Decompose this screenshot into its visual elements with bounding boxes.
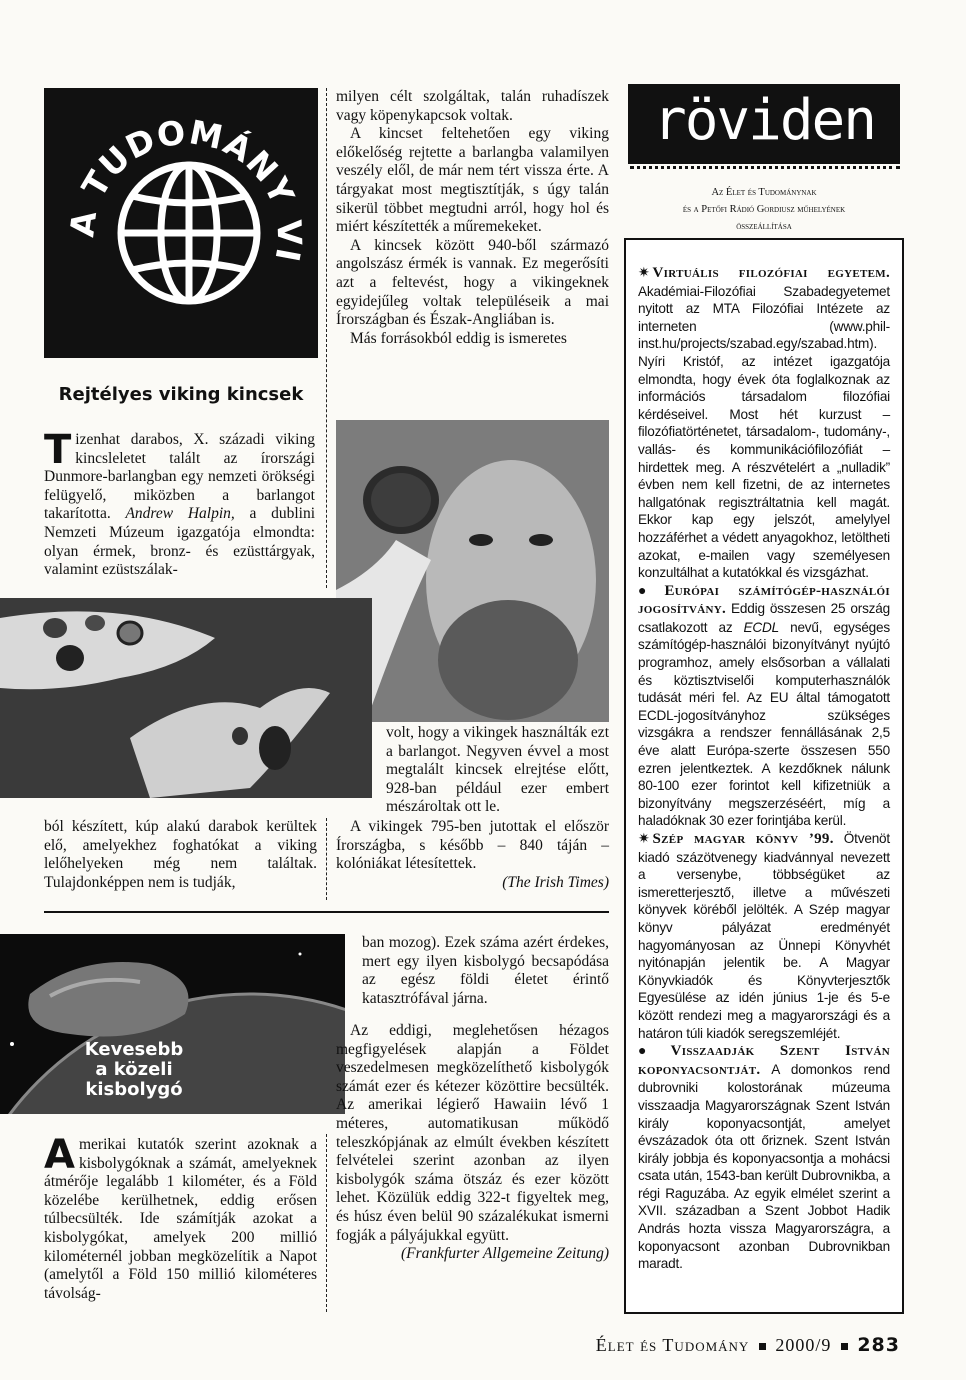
paragraph: A vikingek 795-ben jutottak el először Írországba, s később – 840 táján – kolóniákat létesítettek. [336,818,609,873]
news-head: Szép magyar könyv ’99. [652,831,834,847]
paragraph: milyen célt szolgáltak, talán ruhadíszek vagy köpenykapcsok voltak. [336,88,609,124]
footer-separator [841,1343,848,1350]
person-name: Andrew Halpin, [125,505,235,523]
article2-col-b [362,934,609,1008]
article1-col-b-cont [386,724,609,817]
source-credit: (Frankfurter Allgemeine Zeitung) [400,1245,609,1263]
subtitle-line: összeállítása [736,221,792,232]
news-head: Visszaadják Szent István koponyacsontját. [638,1043,890,1078]
bullet-icon: ● [638,581,662,598]
article1-col-b [336,88,609,348]
subtitle-line: Az Élet és Tudománynak [711,187,817,198]
paragraph: A kincset feltehetően egy viking előkelőség rejtette a barlangba valamilyen veszély elől, de már nem tért vissza érte. A tárgyakat most megtisztítják, s úgy talán sikerül többet megtudni arról, hogy hol és miért készítették a műremekeket. [336,125,609,236]
paragraph: ból készített, kúp alakú darabok kerültek elő, amelyekhez foghatókat a viking lelőhelyeken még nem találtak. Tulajdonképpen nem is tudják, [44,818,317,891]
news-body: Akadémiai-Filozófiai Szabadegyetemet nyitott az MTA Filozófiai Intézete az interneten (www.phil-inst.hu/projects/szabad.egy/szabad.htm). Nyíri Kristóf, az intézet igazgatója elmondta, hogy évek óta foglalkoznak az információs társadalom filozófiai kérdéseivel. Most hét kurzust – filozófiatörténetet, társadalom-, tudomány-, vallás- és kommunikációfilozófiát – hirdettek meg. A részvételért a „nulladik” évben nem kell fizetni, de az internetes hallgatónak regisztráltatnia kell magát. Ekkor kap egy jelszót, amelylyel hozzáférhet a védett anyagokhoz, letöltheti azokat, e-mailen vagy személyesen konzultálhat a kutatókkal és vizsgázhat. [638,283,890,581]
article2-col-b2 [336,1022,609,1264]
subtitle-line: és a Petőfi Rádió Gordiusz műhelyének [682,204,846,215]
photo-man-holding-coin [336,420,609,722]
column-rule [326,1134,327,1312]
asterisk-icon: ✷ [638,830,650,846]
logo-arc-text: A TUDOMÁNY VI [62,112,310,266]
roviden-header [628,84,900,164]
title-line: kisbolygó [85,1079,183,1100]
news-item [638,1042,890,1273]
news-body: A domonkos rend dubrovniki kolostorának múzeuma visszaadja Magyarországnak Szent István király koponyacsontját, amelyet évszázadok óta ott őriznek. Szent István király jobbja és koponyacsontja a mohácsi csata után, 1543-ban került Dubrovnikba, a régi Raguzába. Az egyik elmélet szerint a XVII. században a Szent Jobbot Hadik András hozta vissza Magyarországra, a koponyacsont azonban Dubrovnikban maradt. [638,1061,891,1272]
column-rule [326,818,327,900]
sidebar-title: röviden [652,88,875,153]
article-title: Rejtélyes viking kincsek [58,384,304,405]
paragraph: Más forrásokból eddig is ismeretes [350,329,567,347]
title-line: a közeli [95,1059,173,1080]
page-number: 283 [857,1334,900,1356]
globe-icon [44,88,318,358]
drop-cap: T [44,427,72,473]
photo-hands-with-artifacts [0,598,372,798]
journal-name: Élet és Tudomány [595,1335,750,1355]
article1-col-a [44,427,316,580]
news-body: Eddig összesen 25 ország csatlakozott az [638,601,890,635]
paragraph: Az eddigi, meglehetősen hézagos megfigyelések alapján a Földet veszedelmesen megközelíthető kisbolygók számát ezer és kétezer közöttire becsülték. Az amerikai légierő Hawaiin lévő 1 méteres, automatikusan működő teleszkópjának az elmúlt években készített felvételei szerint azonban az ilyen kisbolygók száma ötszáz és ezer között lehet. Közülük eddig 322-t figyeltek meg, és húsz éven belül 90 százalékukat ismerni fogják a pályájukkal együtt. [336,1022,609,1244]
roviden-items [638,264,890,1273]
source-credit: (The Irish Times) [502,873,609,891]
footer-separator [759,1343,766,1350]
issue-number: 2000/9 [775,1335,832,1355]
asterisk-icon: ✷ [638,264,650,280]
article1-col-a-cont [44,818,317,892]
paragraph: a dublini Nemzeti Múzeum igazgatója elmondta: olyan érmek, bronz- és ezüsttárgyak, valamint ezüstszálak- [44,505,316,579]
news-item [638,582,890,830]
paragraph: A kincsek között 940-ből származó angolszász érmék is vannak. Ez megerősíti azt a feltevést, hogy a vikingeknek egyidejűleg voltak településeik a mai Írországban és Észak-Angliában is. [336,236,609,329]
drop-cap: A [44,1132,75,1178]
news-body: Ötvenöt kiadó százötvenegy kiadvánnyal nevezett a versenybe, többségüket az ismeretterjesztő, illetve a művészeti könyvek köréből jelölték. A Szép magyar könyv pályázat eredményét hagyományosan az Ünnepi Könyvhét nyitónapján jelentik be. A Magyar Könyvkiadók és Könyvterjesztők Egyesülése az idén június 1-je és 5-e között rendezi meg a magyarországi és a határon túli kiadók seregszemléjét. [638,831,890,1041]
news-body: nevű, egységes számítógép-használói bizonyítványt nyújtó programhoz, amely elsősorban a vállalati és köztisztviselői komputerhasználók tudását méri fel. Az EU által támogatott ECDL-jogosítványhoz szükséges vizsgákra a rendszer fennállásának 2,5 éve alatt Európa-szerte összesen 550 ezren jelentkeztek. A kezdőknek nálunk 80-100 ezer forintot kell kifizetniük a bizonyítvány megszerzéséért, míg a haladóknak 30 ezer forintjába kerül. [638,619,891,829]
title-line: Kevesebb [84,1039,184,1060]
paragraph: merikai kutatók szerint azoknak a kisbolygóknak a számát, amelyeknek átmérője legalább 1 kilométer, és a Föld közelébe kerülhetnek, eddig erősen túlbecsülték. Ide számítják azokat a kisbolygókat, amelyek 200 millió kilométernél jobban megközelítik a Napot (amelytől a Föld 150 millió kilométeres távolság- [44,1136,317,1302]
page-footer [470,1334,900,1356]
paragraph: izenhat darabos, X. századi viking kincsleletet talált az írországi Dunmore-barlangban egy nemzeti örökségi felügyelő, miközben a barlangot takarította. [44,431,315,523]
bullet-icon: ● [638,1042,668,1059]
news-head: Európai számítógép-használói jogosítvány. [638,582,890,618]
section-logo [44,88,318,358]
article-separator [44,911,609,913]
article2-col-a [44,1132,317,1303]
article-title [56,1040,212,1100]
article1-col-b-end [336,818,609,892]
paragraph: volt, hogy a vikingek használták ezt a barlangot. Negyven évvel a most megtalált kincsek elrejtése előtt, 928-ban például ezer embert mészároltak ott le. [386,724,609,816]
news-item [638,264,890,582]
news-head: Virtuális filozófiai egyetem. [652,265,890,281]
news-item [638,830,890,1042]
sidebar-subtitle [628,184,900,235]
paragraph: ban mozog). Ezek száma azért érdekes, mert egy ilyen kisbolygó becsapódása az egész földi életet érintő katasztrófával járna. [362,934,609,1007]
dotted-divider [630,166,900,169]
column-rule [326,88,327,588]
news-emphasis: ECDL [743,619,779,635]
